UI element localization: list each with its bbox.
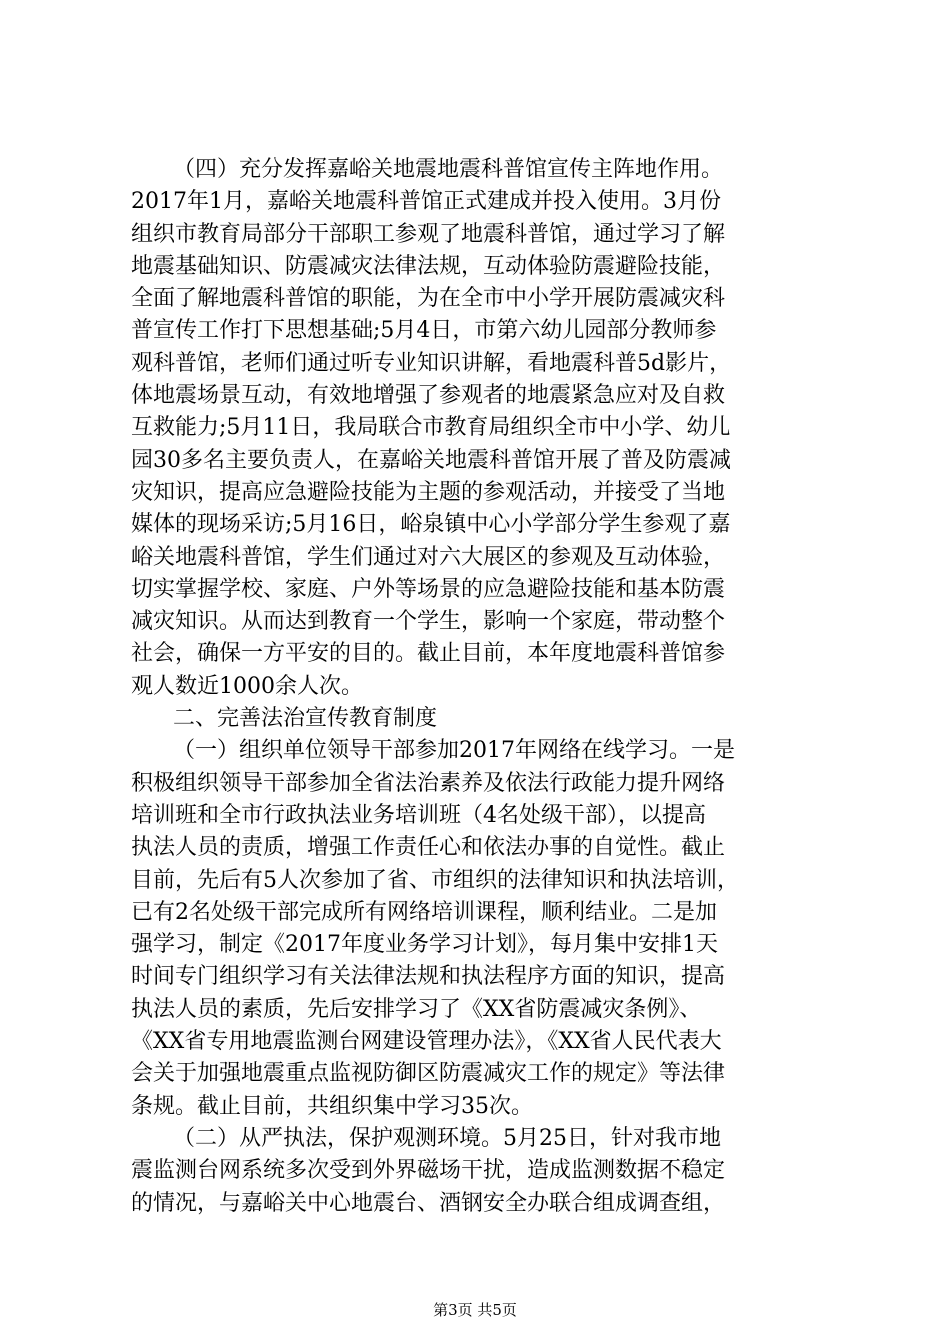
paragraph-line: 强学习，制定《2017年度业务学习计划》，每月集中安排1天 [131, 932, 718, 958]
paragraph-line: 普宣传工作打下思想基础;5月4日，市第六幼儿园部分教师参 [131, 318, 717, 344]
paragraph-line: （四）充分发挥嘉峪关地震地震科普馆宣传主阵地作用。 [173, 157, 724, 182]
paragraph-line: 观人数近1000余人次。 [131, 673, 363, 699]
paragraph-line: 社会，确保一方平安的目的。截止目前，本年度地震科普馆参 [131, 641, 726, 667]
document-body [131, 154, 831, 1220]
page-number-footer: 第3页 共5页 [433, 1301, 517, 1319]
paragraph-line: 条规。截止目前，共组织集中学习35次。 [131, 1093, 533, 1119]
paragraph-line: 互救能力;5月11日，我局联合市教育局组织全市中小学、幼儿 [131, 415, 731, 441]
paragraph-line: 《XX省专用地震监测台网建设管理办法》，《XX省人民代表大 [131, 1029, 722, 1055]
paragraph-line: 体地震场景互动，有效地增强了参观者的地震紧急应对及自救 [131, 383, 726, 409]
paragraph-line: 减灾知识。从而达到教育一个学生，影响一个家庭，带动整个 [131, 609, 726, 635]
paragraph-line: 地震基础知识、防震减灾法律法规，互动体验防震避险技能， [131, 253, 726, 279]
paragraph-line: 培训班和全市行政执法业务培训班（4名处级干部），以提高 [131, 802, 706, 828]
paragraph-line: 积极组织领导干部参加全省法治素养及依法行政能力提升网络 [131, 770, 726, 796]
paragraph-line: 切实掌握学校、家庭、户外等场景的应急避险技能和基本防震 [131, 576, 726, 602]
paragraph-line: 执法人员的责质，增强工作责任心和依法办事的自觉性。截止 [131, 835, 726, 861]
paragraph-line: 组织市教育局部分干部职工参观了地震科普馆，通过学习了解 [131, 221, 726, 247]
paragraph-line: （二）从严执法，保护观测环境。5月25日，针对我市地 [173, 1125, 721, 1151]
paragraph-line: 全面了解地震科普馆的职能，为在全市中小学开展防震减灾科 [131, 286, 726, 312]
section-heading: 二、完善法治宣传教育制度 [173, 706, 438, 732]
paragraph-line: 执法人员的素质，先后安排学习了《XX省防震减灾条例》、 [131, 996, 702, 1022]
paragraph-line: 园30多名主要负责人，在嘉峪关地震科普馆开展了普及防震减 [131, 447, 731, 473]
paragraph-line: 的情况，与嘉峪关中心地震台、酒钢安全办联合组成调查组， [131, 1190, 726, 1216]
paragraph-line: 时间专门组织学习有关法律法规和执法程序方面的知识，提高 [131, 964, 726, 990]
paragraph-line: 会关于加强地震重点监视防御区防震减灾工作的规定》等法律 [131, 1061, 726, 1087]
paragraph-line: 峪关地震科普馆，学生们通过对六大展区的参观及互动体验， [131, 544, 726, 570]
paragraph-line: （一）组织单位领导干部参加2017年网络在线学习。一是 [173, 738, 735, 764]
paragraph-line: 目前，先后有5人次参加了省、市组织的法律知识和执法培训， [131, 867, 739, 893]
paragraph-line: 媒体的现场采访;5月16日，峪泉镇中心小学部分学生参观了嘉 [131, 512, 731, 538]
paragraph-line: 已有2名处级干部完成所有网络培训课程，顺利结业。二是加 [131, 899, 717, 925]
paragraph-line: 2017年1月，嘉峪关地震科普馆正式建成并投入使用。3月份 [131, 189, 721, 215]
paragraph-line: 灾知识，提高应急避险技能为主题的参观活动，并接受了当地 [131, 479, 726, 505]
paragraph-line: 震监测台网系统多次受到外界磁场干扰，造成监测数据不稳定 [131, 1158, 726, 1184]
paragraph-line: 观科普馆，老师们通过听专业知识讲解，看地震科普5d影片， [131, 350, 732, 376]
